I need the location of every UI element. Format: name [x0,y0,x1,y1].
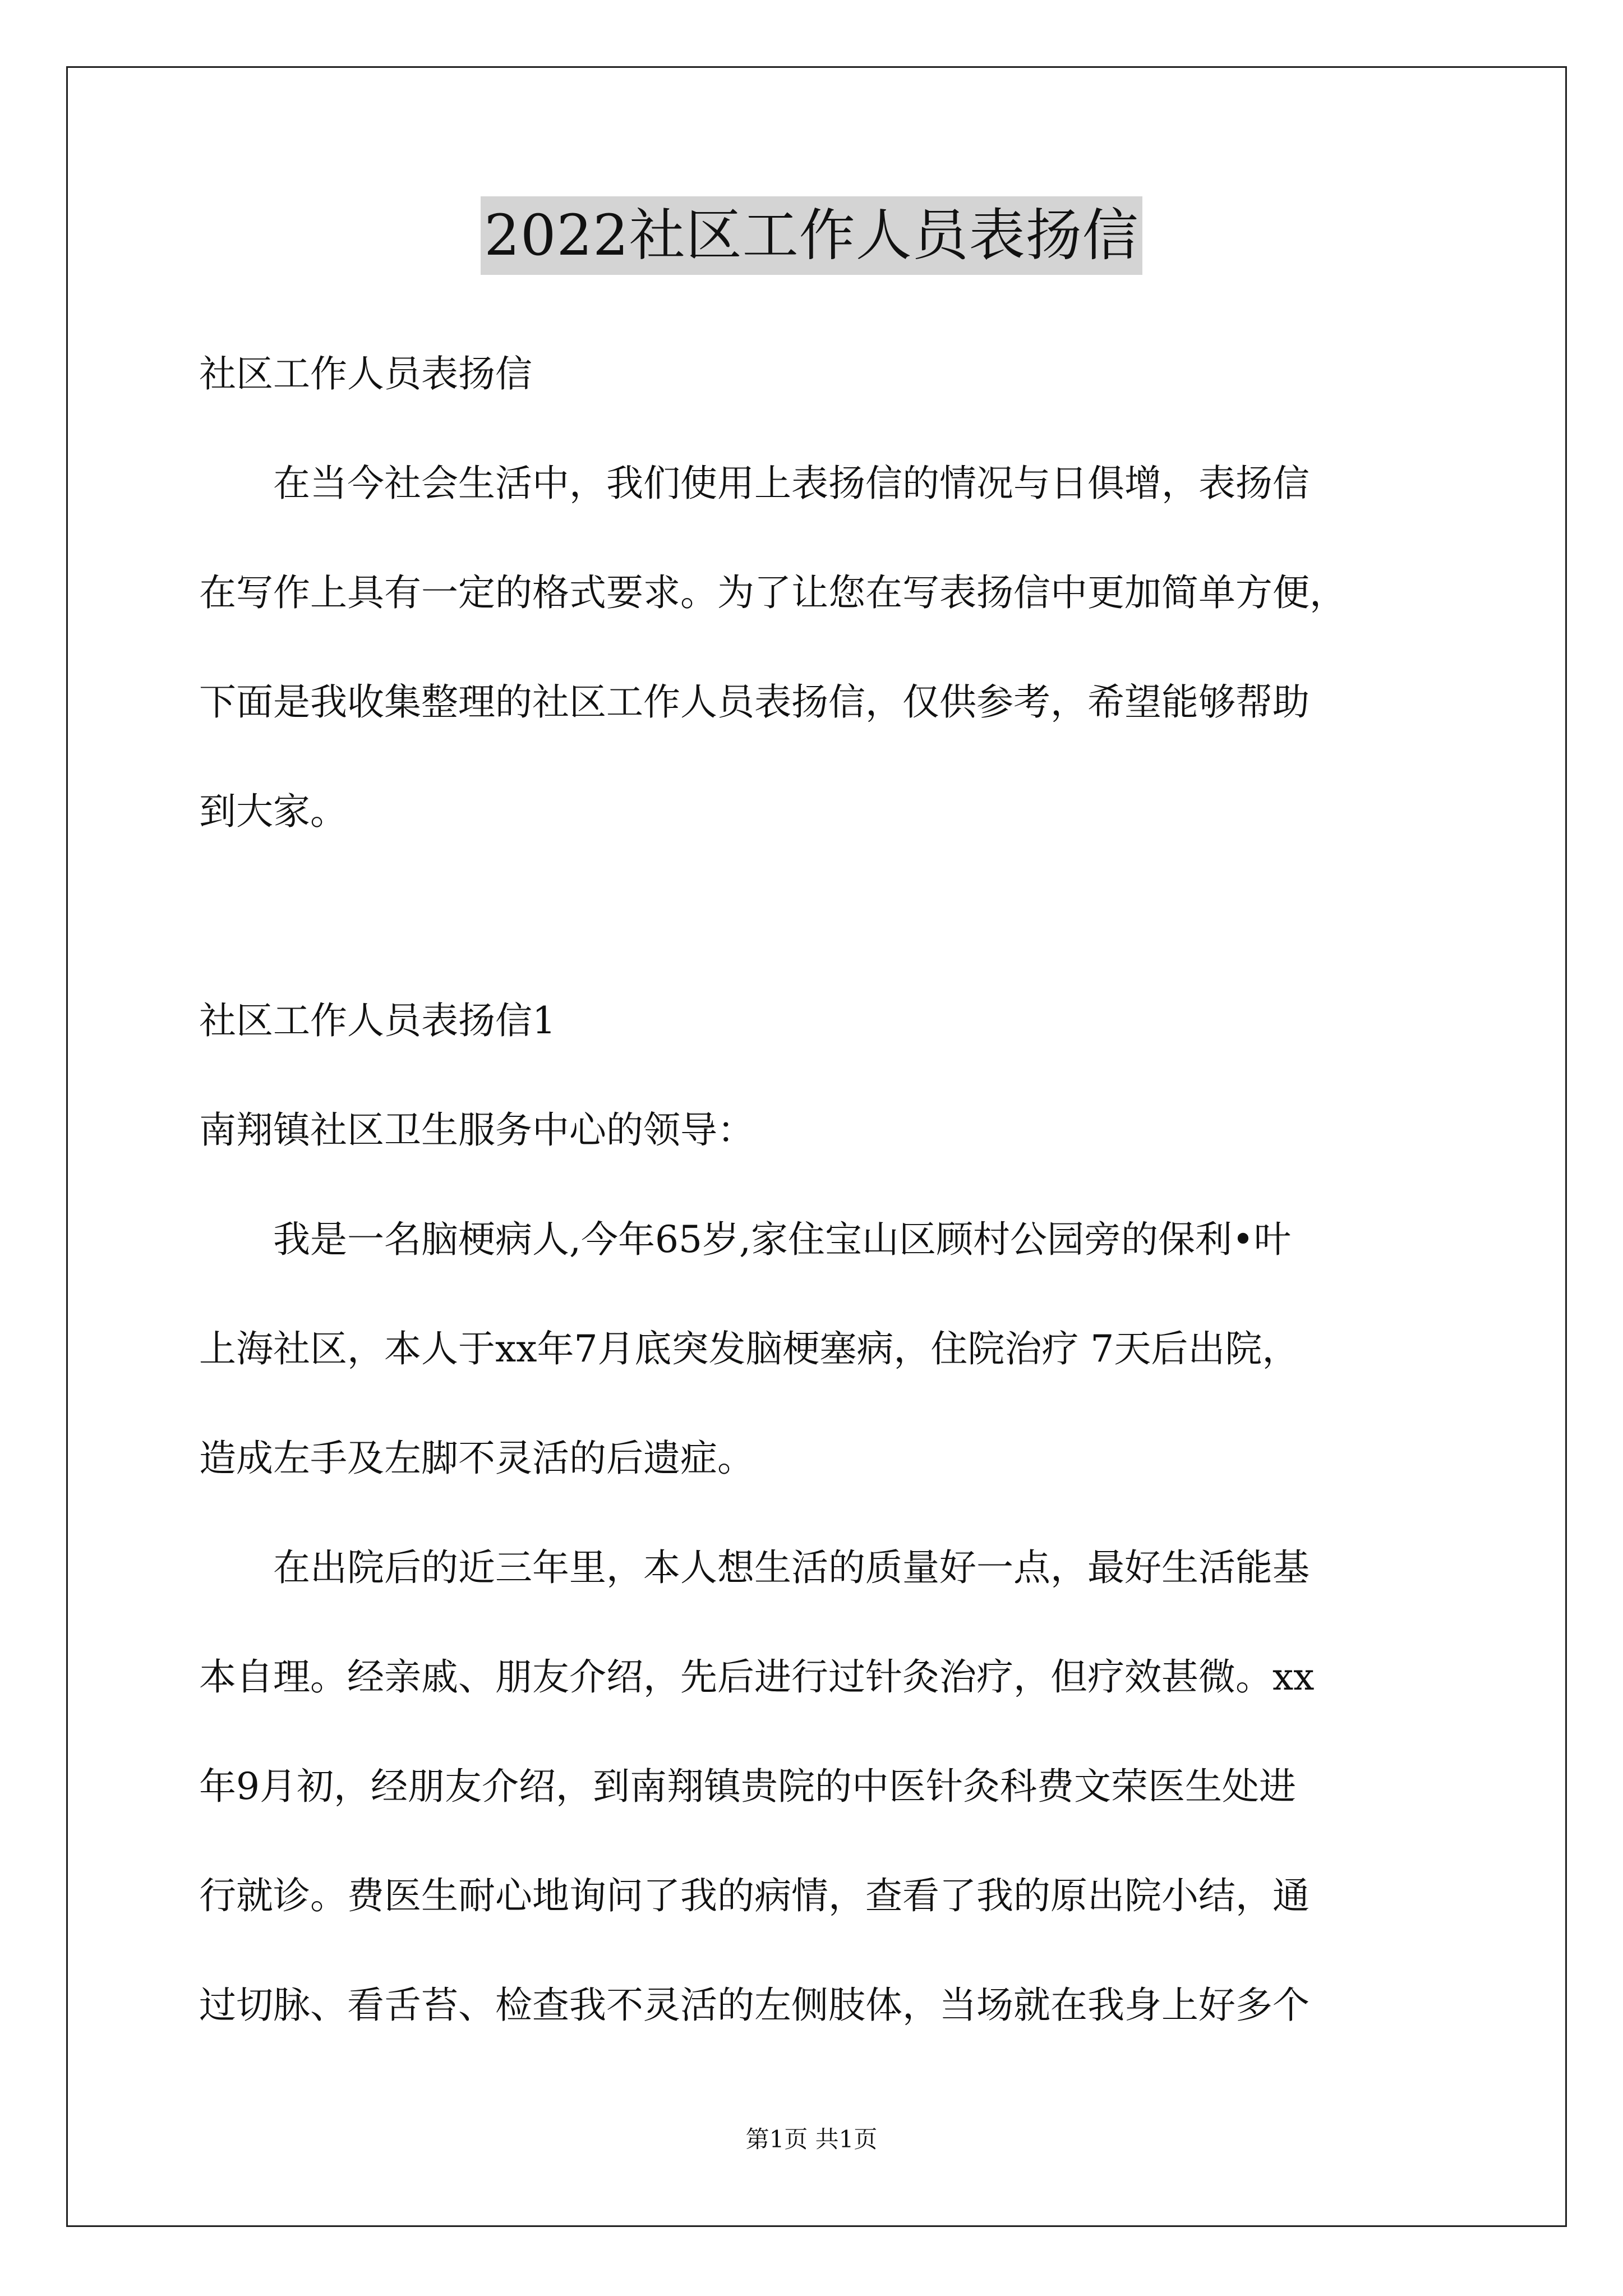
salutation-line: 南翔镇社区卫生服务中心的领导： [199,1108,754,1152]
paragraph-line: 在当今社会生活中，我们使用上表扬信的情况与日俱增，表扬信 [273,462,1310,505]
paragraph-line: 下面是我收集整理的社区工作人员表扬信，仅供参考，希望能够帮助 [199,680,1310,724]
subtitle-line: 社区工作人员表扬信 [199,352,532,395]
paragraph-line: 在写作上具有一定的格式要求。为了让您在写表扬信中更加简单方便， [199,571,1347,614]
paragraph-line: 行就诊。费医生耐心地询问了我的病情，查看了我的原出院小结，通 [199,1874,1310,1917]
paragraph-line: 我是一名脑梗病人,今年65岁,家住宝山区顾村公园旁的保利•叶 [273,1218,1291,1261]
paragraph-line: 造成左手及左脚不灵活的后遗症。 [199,1437,754,1480]
paragraph-line: 到大家。 [199,790,347,833]
paragraph-line: 过切脉、看舌苔、检查我不灵活的左侧肢体，当场就在我身上好多个 [199,1984,1310,2027]
section-heading: 社区工作人员表扬信1 [199,999,556,1042]
page-footer: 第1页 共1页 [745,2125,878,2153]
paragraph-line: 本自理。经亲戚、朋友介绍，先后进行过针灸治疗，但疗效甚微。xx [199,1655,1315,1699]
paragraph-line: 年9月初，经朋友介绍，到南翔镇贵院的中医针灸科费文荣医生处进 [199,1765,1296,1808]
title-container [0,196,1623,275]
document-title: 2022社区工作人员表扬信 [481,196,1142,275]
paragraph-line: 在出院后的近三年里，本人想生活的质量好一点，最好生活能基 [273,1546,1310,1589]
paragraph-line: 上海社区，本人于xx年7月底突发脑梗塞病，住院治疗 7天后出院， [199,1327,1299,1370]
